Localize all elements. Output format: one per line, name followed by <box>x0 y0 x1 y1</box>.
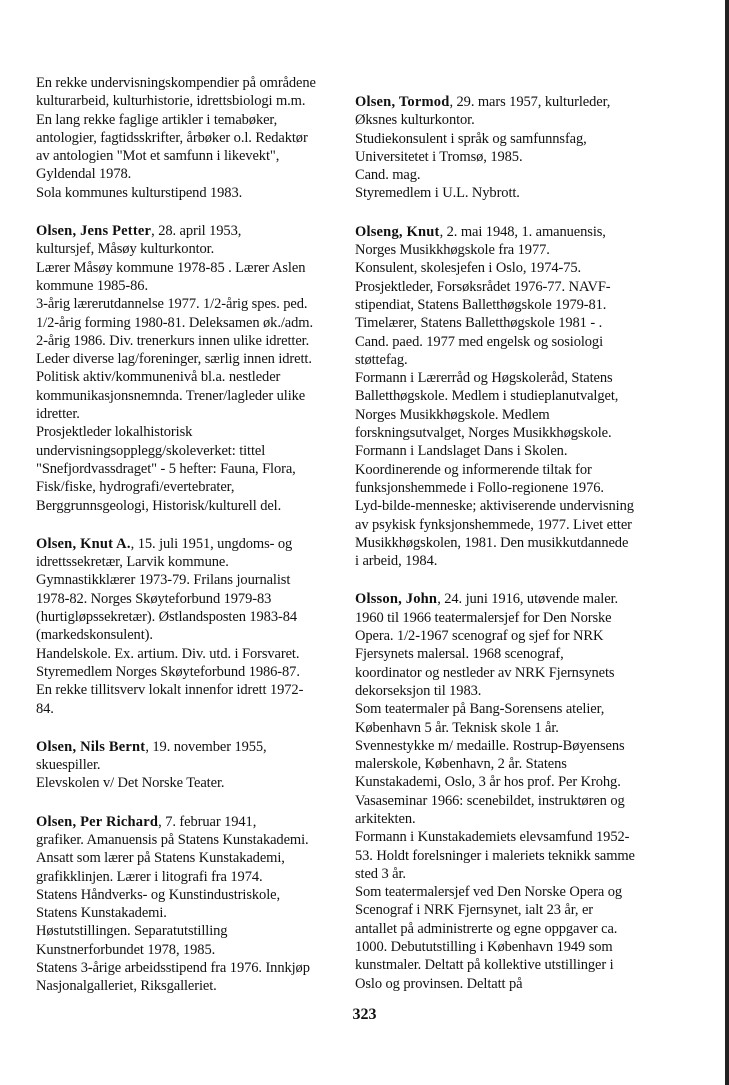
text-line: Styremedlem i U.L. Nybrott. <box>355 185 520 202</box>
text-line: En rekke undervisningskompendier på områdene <box>36 75 316 91</box>
text-line: Oslo og provinsen. Deltatt på <box>355 975 523 992</box>
text-line: Cand. paed. 1977 med engelsk og sosiologi <box>355 333 604 350</box>
text-line: Formann i Lærerråd og Høgskoleråd, Statens <box>355 370 613 387</box>
text-line: antallet på administrerte og egne oppgaver ca. <box>355 920 618 937</box>
text-line: av antologien "Mot et samfunn i likevekt", <box>36 148 280 165</box>
text-line: Handelskole. Ex. artium. Div. utd. i Forsvaret. <box>36 645 300 662</box>
text-line: Som teatermaler på Bang-Sorensens atelier, <box>355 701 605 718</box>
text-line: kommunikasjonsnemnda. Trener/lagleder ulike <box>36 387 306 404</box>
text-line: Statens Håndverks- og Kunstindustriskole, <box>36 886 280 903</box>
text-line: Lærer Måsøy kommune 1978-85 . Lærer Aslen <box>36 259 306 276</box>
text-line: Nasjonalgalleriet, Riksgalleriet. <box>36 978 217 995</box>
text-line: støttefag. <box>355 351 408 368</box>
entry-dates: , 2. mai 1948, 1. amanuensis, <box>439 223 606 240</box>
text-line: Timelærer, Statens Balletthøgskole 1981 - . <box>355 315 603 332</box>
entry-name: Olsson, John <box>355 591 438 608</box>
text-line: idretter. <box>36 406 80 423</box>
entry-olsen-jens-petter <box>36 222 336 515</box>
text-line: sted 3 år. <box>355 865 406 882</box>
entry-dates: , 29. mars 1957, kulturleder, <box>449 94 611 110</box>
text-line: Norges Musikkhøgskole fra 1977. <box>355 242 550 259</box>
text-line: dekorseksjon til 1983. <box>355 682 482 699</box>
text-line: Øksnes kulturkontor. <box>355 112 475 129</box>
text-line: grafikklinjen. Lærer i litografi fra 1974. <box>36 868 263 885</box>
text-line: Konsulent, skolesjefen i Oslo, 1974-75. <box>355 260 582 277</box>
text-line: Universitetet i Tromsø, 1985. <box>355 148 523 165</box>
text-line: Scenograf i NRK Fjernsynet, ialt 23 år, er <box>355 902 594 919</box>
entry-olsen-knut-a <box>36 535 336 718</box>
text-line: Statens 3-årige arbeidsstipend fra 1976. Innkjøp <box>36 960 310 977</box>
text-line: Ansatt som lærer på Statens Kunstakademi, <box>36 850 285 867</box>
entry-name: Olsen, Knut A. <box>36 535 131 552</box>
text-line: kulturarbeid, kulturhistorie, idrettsbiologi m.m. <box>36 93 306 110</box>
text-line: København 5 år. Teknisk skole 1 år. <box>355 719 559 736</box>
text-line: forskningsutvalget, Norges Musikkhøgskole. <box>355 425 612 442</box>
text-line: grafiker. Amanuensis på Statens Kunstakademi. <box>36 831 309 848</box>
text-line: 84. <box>36 700 54 717</box>
text-line: Studiekonsulent i språk og samfunnsfag, <box>355 130 587 147</box>
entry-dates: , 15. juli 1951, ungdoms- og <box>130 535 293 552</box>
text-line: kunstmaler. Deltatt på kollektive utstillinger i <box>355 957 614 974</box>
entry-name: Olsen, Jens Petter <box>36 223 152 240</box>
entry-olsen-nils-bernt <box>36 738 336 793</box>
text-line: 1/2-årig forming 1980-81. Deleksamen øk./adm. <box>36 314 313 331</box>
text-line: Kunstnerforbundet 1978, 1985. <box>36 941 216 958</box>
text-line: Formann i Landslaget Dans i Skolen. <box>355 443 568 460</box>
text-line: Opera. 1/2-1967 scenograf og sjef for NRK <box>355 628 604 645</box>
text-line: Som teatermalersjef ved Den Norske Opera og <box>355 884 623 901</box>
text-line: idrettssekretær, Larvik kommune. <box>36 554 229 571</box>
text-line: (markedskonsulent). <box>36 627 153 644</box>
text-line: "Snefjordvassdraget" - 5 hefter: Fauna, Flora, <box>36 460 296 477</box>
text-line: Elevskolen v/ Det Norske Teater. <box>36 775 225 792</box>
page-number: 323 <box>352 1006 377 1023</box>
entry-olsen-per-richard <box>36 813 336 996</box>
text-line: Prosjektleder lokalhistorisk <box>36 424 193 441</box>
text-line: Musikkhøgskolen, 1981. Den musikkutdannede <box>355 534 629 551</box>
text-line: av psykisk fynksjonshemmede, 1977. Livet etter <box>355 516 632 533</box>
entry-olsson-john <box>355 590 667 993</box>
text-line: Svennestykke m/ medaille. Rostrup-Bøyensens <box>355 737 625 754</box>
text-line: Vasaseminar 1966: scenebildet, instruktøren og <box>355 792 625 809</box>
text-line: Formann i Kunstakademiets elevsamfund 1952- <box>355 829 630 846</box>
text-line: Norges Musikkhøgskole. Medlem <box>355 406 550 423</box>
text-line: Leder diverse lag/foreninger, særlig innen idrett. <box>36 351 312 368</box>
text-line: Cand. mag. <box>355 167 421 184</box>
entry-name: Olsen, Tormod <box>355 94 450 110</box>
entry-dates: , 7. februar 1941, <box>158 813 257 830</box>
text-line: Berggrunnsgeologi, Historisk/kulturell del. <box>36 497 282 514</box>
entry-name: Olseng, Knut <box>355 223 440 240</box>
text-line: 2-årig 1986. Div. trenerkurs innen ulike idretter. <box>36 332 310 349</box>
text-line: kommune 1985-86. <box>36 277 148 294</box>
text-line: Kunstakademi, Oslo, 3 år hos prof. Per Krohg. <box>355 774 621 791</box>
text-line: Fisk/fiske, hydrografi/evertebrater, <box>36 479 235 496</box>
text-line: Fjersynets malersal. 1968 scenograf, <box>355 646 564 663</box>
text-line: En rekke tillitsverv lokalt innenfor idrett 1972- <box>36 682 304 699</box>
text-line: stipendiat, Statens Balletthøgskole 1979-81. <box>355 296 607 313</box>
text-line: Koordinerende og informerende tiltak for <box>355 461 592 478</box>
text-line: Statens Kunstakademi. <box>36 905 167 922</box>
right-column <box>355 93 667 1013</box>
text-line: Sola kommunes kulturstipend 1983. <box>36 184 243 201</box>
entry-dates: , 19. november 1955, <box>145 738 267 755</box>
text-line: malerskole, København, 2 år. Statens <box>355 756 567 773</box>
text-line: 1978-82. Norges Skøyteforbund 1979-83 <box>36 590 272 607</box>
intro-paragraph <box>36 74 336 202</box>
text-line: Gyldendal 1978. <box>36 166 132 183</box>
entry-olseng-knut <box>355 223 667 571</box>
text-line: En lang rekke faglige artikler i temabøker, <box>36 111 278 128</box>
text-line: 53. Holdt forelsninger i maleriets teknikk samme <box>355 847 635 864</box>
text-line: Høstutstillingen. Separatutstilling <box>36 923 228 940</box>
text-line: undervisningsopplegg/skoleverket: tittel <box>36 442 266 459</box>
text-line: Politisk aktiv/kommunenivå bl.a. nestleder <box>36 369 281 386</box>
left-column <box>36 74 336 1016</box>
text-line: arkitekten. <box>355 810 416 827</box>
text-line: 1960 til 1966 teatermalersjef for Den Norske <box>355 609 612 626</box>
text-line: Balletthøgskole. Medlem i studieplanutvalget, <box>355 388 619 405</box>
text-line: 1000. Debututstilling i København 1949 som <box>355 939 613 956</box>
text-line: Lyd-bilde-menneske; aktiviserende undervisning <box>355 498 634 515</box>
entry-olsen-tormod <box>355 93 667 203</box>
text-line: (hurtigløpssekretær). Østlandsposten 1983-84 <box>36 609 297 626</box>
entry-dates: , 24. juni 1916, utøvende maler. <box>437 591 619 608</box>
text-line: antologier, fagtidsskrifter, årbøker o.l. Redaktør <box>36 129 308 146</box>
text-line: koordinator og nestleder av NRK Fjernsynets <box>355 664 615 681</box>
page-edge <box>725 0 729 1085</box>
text-line: kultursjef, Måsøy kulturkontor. <box>36 241 215 258</box>
text-line: Gymnastikklærer 1973-79. Frilans journalist <box>36 572 291 589</box>
entry-name: Olsen, Nils Bernt <box>36 738 146 755</box>
text-line: 3-årig lærerutdannelse 1977. 1/2-årig spes. ped. <box>36 296 308 313</box>
text-line: Styremedlem Norges Skøyteforbund 1986-87. <box>36 663 300 680</box>
text-line: funksjonshemmede i Follo-regionene 1976. <box>355 479 604 496</box>
entry-name: Olsen, Per Richard <box>36 813 159 830</box>
entry-dates: , 28. april 1953, <box>151 223 242 240</box>
text-line: skuespiller. <box>36 757 101 774</box>
text-line: Prosjektleder, Forsøksrådet 1976-77. NAVF- <box>355 278 611 295</box>
text-line: i arbeid, 1984. <box>355 553 438 570</box>
